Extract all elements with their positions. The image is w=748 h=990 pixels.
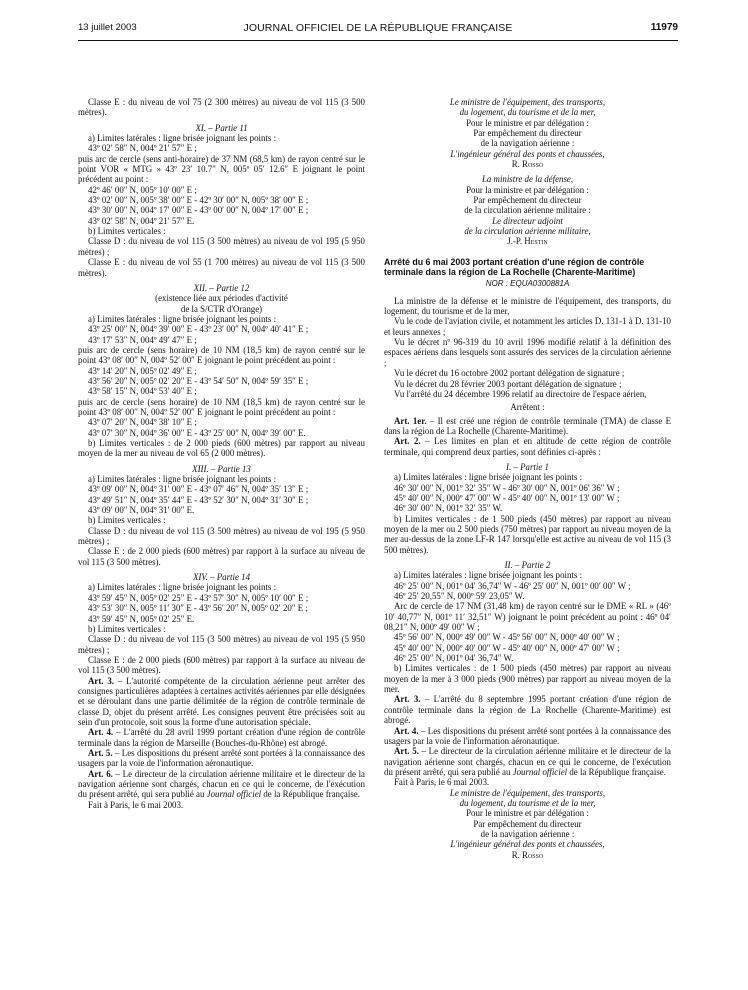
paragraph: Classe E : du niveau de vol 75 (2 300 mètres) au niveau de vol 115 (3 500 mètres). bbox=[78, 97, 365, 118]
signature-line: Pour le ministre et par délégation : bbox=[466, 808, 589, 819]
paragraph: puis arc de cercle (sens horaire) de 10 NM (18,5 km) de rayon centré sur le point 43º 08′ 00″ N, 004º 52′ 00″ E joignant le point précédent au point : bbox=[78, 396, 365, 417]
article-text: – Il est créé une région de contrôle terminale (TMA) de classe E dans la région de La Rochelle (Charente-Maritime). bbox=[384, 415, 671, 436]
paragraph: a) Limites latérales : ligne brisée joignant les points : bbox=[88, 313, 277, 324]
article-label: Art. 3. bbox=[88, 675, 115, 686]
section-title: XIII. – Partie 13 bbox=[192, 463, 251, 474]
paragraph: Vu l'arrêté du 24 décembre 1996 relatif au directoire de l'espace aérien, bbox=[394, 388, 647, 399]
paragraph: a) Limites latérales : ligne brisée joignant les points : bbox=[394, 570, 583, 581]
paragraph: Vu le décret nº 96-319 du 10 avril 1996 modifié relatif à la définition des espaces aériens dans lesquels sont assurés des services de la circulation aérienne ; bbox=[384, 337, 671, 368]
signature-line: Le directeur adjoint bbox=[492, 215, 563, 226]
coordinate-line: 43º 58′ 15″ N, 004º 53′ 40″ E ; bbox=[88, 386, 197, 397]
coordinate-line: 43º 49′ 51″ N, 004º 35′ 44″ E - 43º 52′ 30″ N, 004º 31′ 30″ E ; bbox=[88, 494, 309, 505]
coordinate-line: 43º 25′ 00″ N, 004º 39′ 00″ E - 43º 23′ 00″ N, 004º 40′ 41″ E ; bbox=[88, 324, 309, 335]
paragraph: b) Limites verticales : de 1 500 pieds (450 mètres) par rapport au niveau moyen de la mer à 3 000 pieds (900 mètres) par rapport au niveau moyen de la mer. bbox=[384, 663, 671, 695]
coordinate-line: 43º 07′ 30″ N, 004º 36′ 00″ E - 43º 25′ 00″ N, 004º 39′ 00″ E. bbox=[88, 427, 306, 438]
header-page-number: 11979 bbox=[650, 22, 678, 33]
arretent-label: Arrêtent : bbox=[510, 402, 545, 413]
decree-title: Arrêté du 6 mai 2003 portant création d'une région de contrôle terminale dans la région de La Rochelle (Charente-Maritime) bbox=[384, 256, 645, 277]
section-title: XIV. – Partie 14 bbox=[192, 572, 251, 583]
article-paragraph bbox=[384, 726, 671, 747]
coordinate-line: 43º 09′ 00″ N, 004º 31′ 00″ E - 43º 07′ 46″ N, 004º 35′ 13″ E ; bbox=[88, 484, 309, 495]
coordinate-line: 43º 53′ 30″ N, 005º 11′ 30″ E - 43º 56′ 20″ N, 005º 02′ 20″ E ; bbox=[88, 603, 308, 614]
nor-reference: NOR : EQUA0300881A bbox=[485, 279, 570, 289]
article-text: – Les limites en plan et en altitude de cette région de contrôle terminale, qui comprend deux parties, sont définies ci-après : bbox=[384, 436, 671, 457]
article-label: Art. 3. bbox=[394, 694, 421, 705]
coordinate-line: 46º 30′ 00″ N, 001º 32′ 35″ W - 46º 30′ 00″ N, 001º 06′ 36″ W ; bbox=[394, 482, 620, 493]
article-label: Art. 1er. bbox=[394, 415, 427, 426]
section-title: XII. – Partie 12 bbox=[193, 282, 250, 293]
article-text: – Les dispositions du présent arrêté sont portées à la connaissance des usagers par la voie de l'information aéronautique. bbox=[78, 747, 365, 769]
signature-date: Fait à Paris, le 6 mai 2003. bbox=[88, 799, 184, 810]
coordinate-line: 43º 59′ 45″ N, 005º 02′ 25″ E. bbox=[88, 613, 195, 624]
paragraph: a) Limites latérales : ligne brisée joignant les points : bbox=[394, 472, 583, 483]
coordinate-line: 43º 14′ 20″ N, 005º 02′ 49″ E ; bbox=[88, 365, 197, 376]
signature-line: de la navigation aérienne : bbox=[480, 138, 575, 149]
header-date: 13 juillet 2003 bbox=[78, 22, 137, 33]
article-paragraph bbox=[384, 694, 671, 725]
coordinate-line: 43º 09′ 00″ N, 004º 31′ 00″ E. bbox=[88, 505, 195, 516]
article-text: – L'arrêté du 28 avril 1999 portant création d'une région de contrôle terminale dans la région de Marseille (Bouches-du-Rhône) est abrogé. bbox=[78, 727, 365, 748]
page-header bbox=[78, 22, 678, 36]
paragraph: b) Limites verticales : de 2 000 pieds (600 mètres) par rapport au niveau moyen de la mer au niveau de vol 65 (2 000 mètres). bbox=[78, 438, 365, 459]
section-subtitle: de la S/CTR d'Orange) bbox=[180, 303, 263, 314]
article-label: Art. 4. bbox=[394, 725, 419, 736]
paragraph: a) Limites latérales : ligne brisée joignant les points : bbox=[88, 582, 277, 593]
paragraph: Arc de cercle de 17 NM (31,48 km) de rayon centré sur le DME « RL » (46º 10′ 40,77″ N, 001º 11′ 32,51″ W) joignant le point précédent au point : 46º 04′ 08,21″ N, 000º 49′ 00″ W ; bbox=[384, 601, 671, 633]
article-text: – L'arrêté du 8 septembre 1995 portant création d'une région de contrôle terminale dans la région de La Rochelle (Charente-Maritime) est abrogé. bbox=[384, 694, 671, 726]
signature-line: Pour le ministre et par délégation : bbox=[466, 117, 589, 128]
article-paragraph bbox=[78, 727, 365, 748]
right-column bbox=[384, 97, 671, 860]
coordinate-line: 42º 46′ 00″ N, 005º 10′ 00″ E ; bbox=[88, 184, 197, 195]
paragraph: Classe E : de 2 000 pieds (600 mètres) par rapport à la surface au niveau de vol 115 (3 500 mètres). bbox=[78, 546, 365, 567]
signature-line: du logement, du tourisme et de la mer, bbox=[459, 797, 596, 808]
signature-line: L'ingénieur général des ponts et chaussées, bbox=[450, 839, 605, 850]
coordinate-line: 46º 30′ 00″ N, 001º 32′ 35″ W. bbox=[394, 503, 503, 514]
paragraph: b) Limites verticales : bbox=[88, 623, 166, 634]
paragraph: b) Limites verticales : bbox=[88, 515, 166, 526]
paragraph: Classe E : de 2 000 pieds (600 mètres) par rapport à la surface au niveau de vol 115 (3 500 mètres). bbox=[78, 654, 365, 676]
article-text: – Les dispositions du présent arrêté sont portées à la connaissance des usagers par la voie de l'information aéronautique. bbox=[384, 725, 671, 746]
article-text: – L'autorité compétente de la circulation aérienne peut arrêter des consignes particulières adaptées à certaines activités aériennes par elle désignées et se déroulant dans une partie délimitée de la région de contrôle terminale de classe D, objet du présent arrêté. Les consignes peuvent être précisées soit au sein d'un protocole, soit sous la forme d'une autorisation spéciale. bbox=[78, 675, 365, 727]
signature-line: de la navigation aérienne : bbox=[480, 828, 575, 839]
article-paragraph bbox=[78, 676, 365, 728]
signature-line: de la circulation aérienne militaire, bbox=[464, 226, 591, 237]
section-subtitle: (existence liée aux périodes d'activité bbox=[155, 293, 288, 304]
article-paragraph bbox=[78, 748, 365, 769]
coordinate-line: 43º 02′ 00″ N, 005º 38′ 00″ E - 42º 30′ 00″ N, 005º 38′ 00″ E ; bbox=[88, 195, 309, 206]
coordinate-line: 43º 17′ 53″ N, 004º 49′ 47″ E ; bbox=[88, 334, 197, 345]
paragraph: puis arc de cercle (sens anti-horaire) de 37 NM (68,5 km) de rayon centré sur le point VOR « MTG » 43º 23′ 10.7″ N, 005º 05′ 12.6″ E joignant le point précédent au point : bbox=[78, 153, 365, 185]
coordinate-line: 46º 25′ 00″ N, 001º 04′ 36,74″ W - 46º 25′ 00″ N, 001º 00′ 00″ W ; bbox=[394, 580, 631, 591]
signature-line: Le ministre de l'équipement, des transports, bbox=[449, 97, 606, 107]
coordinate-line: 43º 56′ 20″ N, 005º 02′ 20″ E - 43º 54′ 50″ N, 004º 59′ 35″ E ; bbox=[88, 375, 309, 386]
section-title: XI. – Partie 11 bbox=[195, 122, 248, 133]
signature-line: Par empêchement du directeur bbox=[473, 195, 582, 206]
article-label: Art. 5. bbox=[394, 746, 419, 757]
signature-line: Par empêchement du directeur bbox=[473, 818, 582, 829]
article-text: – Le directeur de la circulation aérienne militaire et le directeur de la navigation aérienne sont chargés, chacun en ce qui le concerne, de l'exécution du présent arrêté, qui sera publié au bbox=[384, 746, 671, 777]
left-column bbox=[78, 97, 365, 810]
paragraph: a) Limites latérales : ligne brisée joignant les points : bbox=[88, 133, 277, 144]
signature-line: Le ministre de l'équipement, des transports, bbox=[449, 787, 606, 798]
signatory-name: R. Rosso bbox=[511, 159, 544, 170]
article-label: Art. 6. bbox=[88, 768, 113, 779]
coordinate-line: 43º 59′ 45″ N, 005º 02′ 25″ E - 43º 57′ 30″ N, 005º 10′ 00″ E ; bbox=[88, 592, 309, 603]
header-rule bbox=[78, 40, 678, 41]
signatory-name: J.-P. Hestin bbox=[507, 236, 548, 247]
article-paragraph bbox=[384, 746, 671, 777]
article-paragraph bbox=[78, 769, 365, 800]
paragraph: Classe D : du niveau de vol 115 (3 500 mètres) au niveau de vol 195 (5 950 mètres) ; bbox=[78, 525, 365, 547]
article-label: Art. 4. bbox=[88, 727, 114, 738]
coordinate-line: 45º 40′ 00″ N, 000º 47′ 00″ W - 45º 40′ 00″ N, 001º 13′ 00″ W ; bbox=[394, 492, 620, 503]
coordinate-line: 43º 07′ 20″ N, 004º 38′ 10″ E ; bbox=[88, 417, 197, 428]
coordinate-line: 43º 02′ 58″ N, 004º 21′ 57″ E ; bbox=[88, 143, 197, 154]
coordinate-line: 43º 30′ 00″ N, 004º 17′ 00″ E - 43º 00′ 00″ N, 004º 17′ 00″ E ; bbox=[88, 205, 309, 216]
paragraph: b) Limites verticales : de 1 500 pieds (450 mètres) par rapport au niveau moyen de la mer ou 2 500 pieds (750 mètres) par rapport au niveau moyen de la mer au-dessus de la zone LF-R 147 lorsqu'elle est active au niveau de vol 115 (3 500 mètres). bbox=[384, 513, 671, 555]
signature-line: L'ingénieur général des ponts et chaussées, bbox=[450, 148, 605, 159]
article-text: de la République française. bbox=[567, 766, 666, 777]
article-text: de la République française. bbox=[261, 789, 360, 800]
paragraph: a) Limites latérales : ligne brisée joignant les points : bbox=[88, 474, 277, 485]
coordinate-line: 45º 56′ 00″ N, 000º 49′ 00″ W - 45º 56′ 00″ N, 000º 40′ 00″ W ; bbox=[394, 632, 620, 643]
coordinate-line: 43º 02′ 58″ N, 004º 21′ 57″ E. bbox=[88, 215, 195, 226]
signature-line: de la circulation aérienne militaire : bbox=[464, 205, 591, 216]
signature-line: Par empêchement du directeur bbox=[473, 128, 582, 139]
section-title: II. – Partie 2 bbox=[504, 560, 551, 570]
article-label: Art. 5. bbox=[88, 747, 113, 758]
paragraph: Classe D : du niveau de vol 115 (3 500 mètres) au niveau de vol 195 (5 950 mètres) ; bbox=[78, 236, 365, 257]
article-paragraph bbox=[384, 416, 671, 437]
paragraph: Vu le code de l'aviation civile, et notamment les articles D. 131-1 à D. 131-10 et leurs annexes ; bbox=[384, 316, 671, 337]
journal-name: Journal officiel bbox=[206, 789, 262, 800]
paragraph: Vu le décret du 16 octobre 2002 portant délégation de signature ; bbox=[394, 368, 625, 379]
coordinate-line: 46º 25′ 00″ N, 001º 04′ 36,74″ W. bbox=[394, 653, 514, 664]
paragraph: puis arc de cercle (sens horaire) de 10 NM (18,5 km) de rayon centré sur le point 43º 08′ 00″ N, 004º 52′ 00″ E joignant le point précédent au point : bbox=[78, 344, 365, 366]
article-paragraph bbox=[384, 436, 671, 457]
signature-date: Fait à Paris, le 6 mai 2003. bbox=[394, 777, 490, 788]
signature-line: du logement, du tourisme et de la mer, bbox=[459, 107, 596, 118]
paragraph: b) Limites verticales : bbox=[88, 226, 166, 237]
article-text: – Le directeur de la circulation aérienne militaire et le directeur de la navigation aérienne sont chargés, chacun en ce qui le concerne, de l'exécution du présent arrêté, qui sera publié au bbox=[78, 768, 365, 800]
signatory-name: R. Rosso bbox=[511, 849, 544, 860]
section-title: I. – Partie 1 bbox=[506, 461, 549, 472]
signature-line: La ministre de la défense, bbox=[481, 174, 574, 185]
paragraph: Classe E : du niveau de vol 55 (1 700 mètres) au niveau de vol 115 (3 500 mètres). bbox=[78, 257, 365, 278]
signature-line: Pour la ministre et par délégation : bbox=[466, 184, 589, 195]
paragraph: Vu le décret du 28 février 2003 portant délégation de signature ; bbox=[394, 378, 622, 389]
paragraph: Classe D : du niveau de vol 115 (3 500 mètres) au niveau de vol 195 (5 950 mètres) ; bbox=[78, 634, 365, 655]
header-journal-title: JOURNAL OFFICIEL DE LA RÉPUBLIQUE FRANÇAISE bbox=[243, 22, 513, 34]
coordinate-line: 46º 25′ 20,55″ N, 000º 59′ 23,05″ W. bbox=[394, 591, 525, 602]
coordinate-line: 45º 40′ 00″ N, 000º 40′ 00″ W - 45º 40′ 00″ N, 000º 47′ 00″ W ; bbox=[394, 642, 620, 653]
paragraph: La ministre de la défense et le ministre de l'équipement, des transports, du logement, du tourisme et de la mer, bbox=[384, 295, 671, 317]
journal-name: Journal officiel bbox=[512, 766, 568, 777]
article-label: Art. 2. bbox=[394, 436, 421, 447]
